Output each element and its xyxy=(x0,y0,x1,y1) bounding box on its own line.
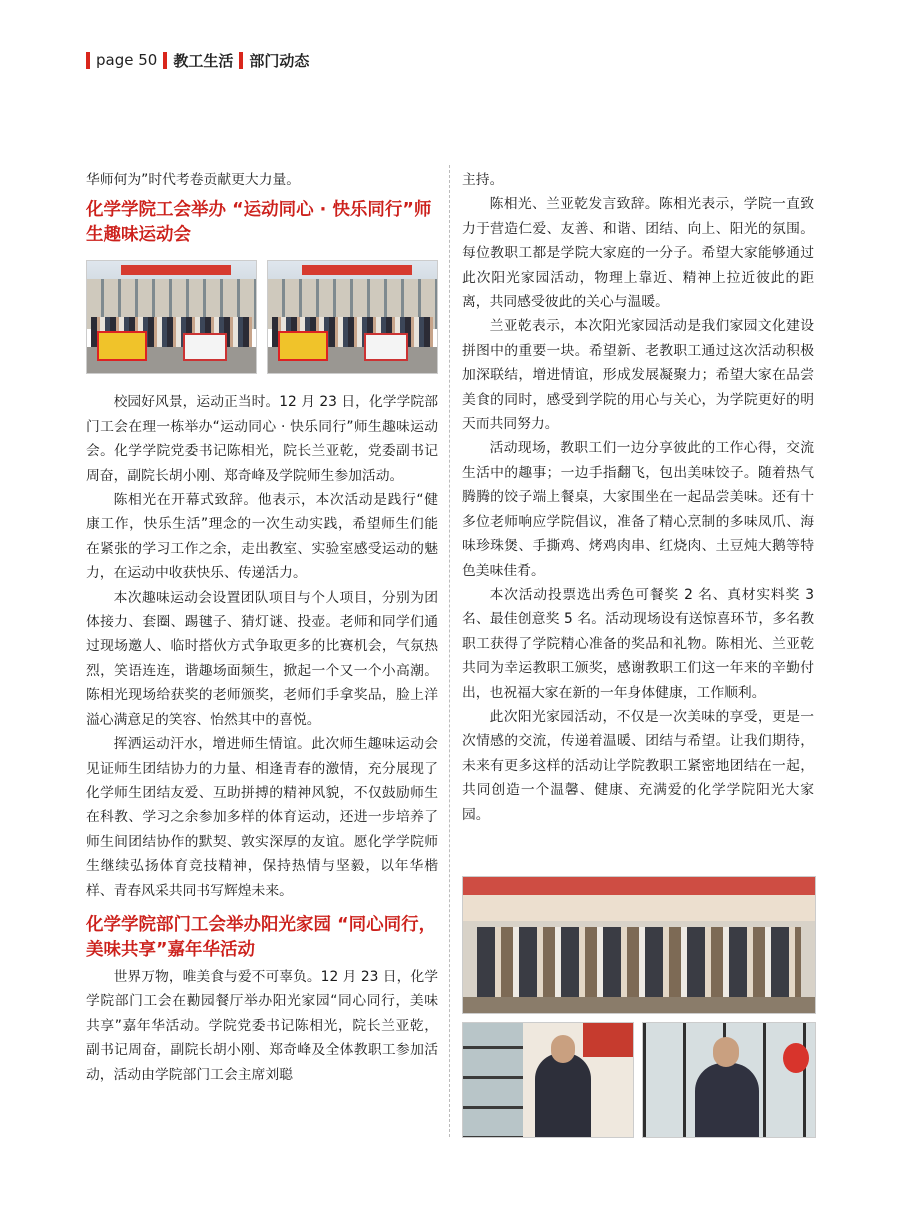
article1-title: 化学学院工会举办 “运动同心 · 快乐同行”师生趣味运动会 xyxy=(86,200,432,246)
article2-paragraph: 世界万物，唯美食与爱不可辜负。12 月 23 日，化学学院部门工会在勷园餐厅举办阳光家园“同心同行，美味共享”嘉年华活动。学院党委书记陈相光，院长兰亚乾，副书记周奋，副院长胡小刚、郑奇峰及全体教职工参加活动，活动由学院部门工会主席刘聪 xyxy=(86,968,438,1083)
page-header xyxy=(86,49,309,71)
article1-paragraph: 校园好风景，运动正当时。12 月 23 日，化学学院部门工会在理一栋举办“运动同心 · 快乐同行”师生趣味运动会。化学学院党委书记陈相光，院长兰亚乾，党委副书记周奋，副院长胡小刚、郑奇峰及学院师生参加活动。 xyxy=(86,394,438,484)
article1-paragraph: 陈相光在开幕式致辞。他表示，本次活动是践行“健康工作，快乐生活”理念的一次生动实践，希望师生们能在紧张的学习工作之余，走出教室、实验室感受运动的魅力，在运动中收获快乐、传递活力。 xyxy=(86,492,438,582)
speaker-photo-right xyxy=(642,1022,816,1138)
article2-title: 化学学院部门工会举办阳光家园 “同心同行，美味共享”嘉年华活动 xyxy=(86,914,437,960)
subsection-label: 部门动态 xyxy=(249,51,310,70)
article2-photos xyxy=(462,876,816,1138)
right-column xyxy=(462,168,814,827)
group-photo-left xyxy=(86,260,257,374)
article2-paragraph: 活动现场，教职工们一边分享彼此的工作心得，交流生活中的趣事；一边手指翻飞，包出美味饺子。随着热气腾腾的饺子端上餐桌，大家围坐在一起品尝美味。还有十多位老师响应学院倡议，准备了精心烹制的多味凤爪、海味珍珠煲、手撕鸡、烤鸡肉串、红烧肉、土豆炖大鹅等特色美味佳肴。 xyxy=(462,440,814,579)
continuation-line: 主持。 xyxy=(462,172,504,188)
article2-paragraph: 此次阳光家园活动，不仅是一次美味的享受，更是一次情感的交流，传递着温暖、团结与希望。让我们期待，未来有更多这样的活动让学院教职工紧密地团结在一起，共同创造一个温馨、健康、充满爱的化学学院阳光大家园。 xyxy=(462,708,814,823)
header-bar-marker xyxy=(163,52,167,69)
section-label: 教工生活 xyxy=(173,51,234,70)
group-photo-right xyxy=(267,260,438,374)
article2-paragraph: 本次活动投票选出秀色可餐奖 2 名、真材实料奖 3 名、最佳创意奖 5 名。活动现场设有送惊喜环节，多名教职工获得了学院精心准备的奖品和礼物。陈相光、兰亚乾共同为幸运教职工颁奖，感谢教职工们这一年来的辛勤付出，也祝福大家在新的一年身体健康，工作顺利。 xyxy=(462,586,814,701)
speaker-photo-left xyxy=(462,1022,634,1138)
header-bar-marker xyxy=(239,52,243,69)
article1-paragraph: 挥洒运动汗水，增进师生情谊。此次师生趣味运动会见证师生团结协力的力量、相逢青春的激情，充分展现了化学师生团结友爱、互助拼搏的精神风貌，不仅鼓励师生在科教、学习之余参加多样的体育运动，还进一步培养了师生间团结协作的默契、敦实深厚的友谊。愿化学学院师生继续弘扬体育竞技精神，保持热情与坚毅，以年华楷样、青春风采共同书写辉煌未来。 xyxy=(86,736,438,899)
article2-paragraph: 陈相光、兰亚乾发言致辞。陈相光表示，学院一直致力于营造仁爱、友善、和谐、团结、向上、阳光的氛围。每位教职工都是学院大家庭的一分子。希望大家能够通过此次阳光家园活动，物理上靠近、精神上拉近彼此的距离，共同感受彼此的关心与温暖。 xyxy=(462,196,814,311)
award-group-photo xyxy=(462,876,816,1014)
intro-line: 华师何为”时代考卷贡献更大力量。 xyxy=(86,172,301,188)
page-number: page 50 xyxy=(96,51,158,69)
article1-photos xyxy=(86,260,438,374)
header-bar-marker xyxy=(86,52,90,69)
article2-paragraph: 兰亚乾表示，本次阳光家园活动是我们家园文化建设拼图中的重要一块。希望新、老教职工通过这次活动积极加深联结，增进情谊，形成发展凝聚力；希望大家在品尝美食的同时，感受到学院的用心与关心，为学院更好的明天而共同努力。 xyxy=(462,318,814,433)
column-divider xyxy=(449,165,450,1137)
left-column xyxy=(86,168,438,1087)
article1-paragraph: 本次趣味运动会设置团队项目与个人项目，分别为团体接力、套圈、踢毽子、猜灯谜、投壶。老师和同学们通过现场邀人、临时搭伙方式争取更多的比赛机会，气氛热烈，笑语连连，谐趣场面频生，掀起一个又一个小高潮。陈相光现场给获奖的老师颁奖，老师们手拿奖品，脸上洋溢心满意足的笑容、怡然其中的喜悦。 xyxy=(86,589,438,728)
